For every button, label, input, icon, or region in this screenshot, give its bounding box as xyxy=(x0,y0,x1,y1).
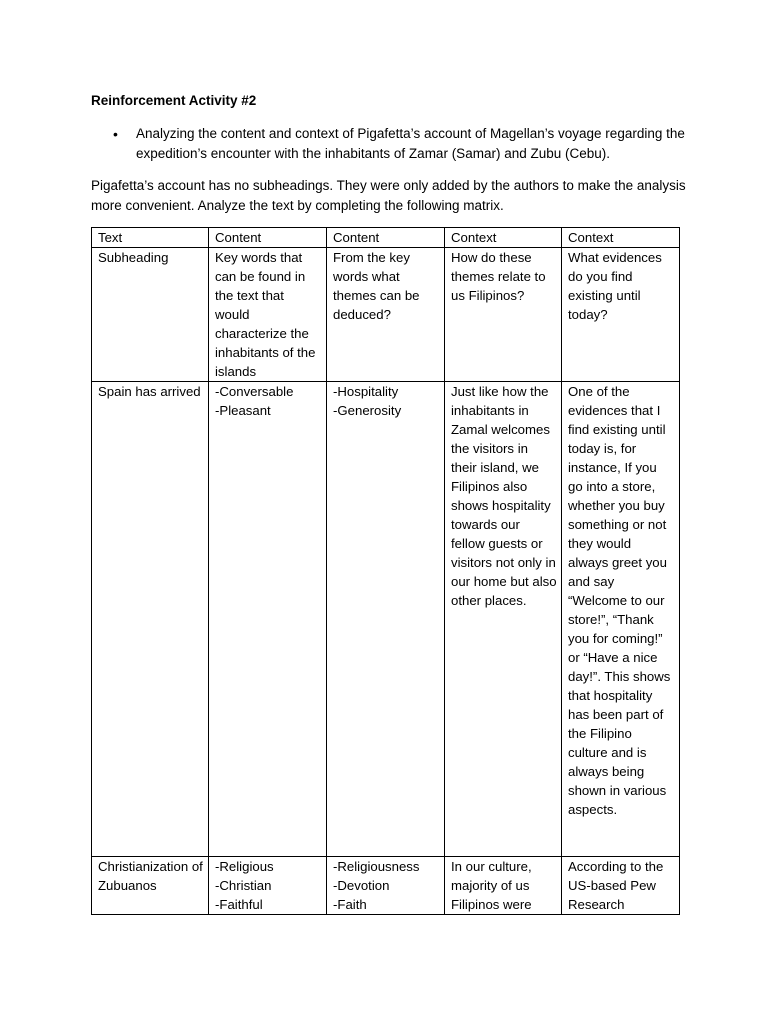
analysis-matrix xyxy=(91,227,680,915)
intro-paragraph: Pigafetta’s account has no subheadings. They were only added by the authors to make the analysis more convenient. Analyze the text by completing the following matrix. xyxy=(91,178,686,213)
table-cell: Spain has arrived xyxy=(92,382,209,857)
table-cell: Just like how the inhabitants in Zamal welcomes the visitors in their island, we Filipinos also shows hospitality towards our fellow guests or visitors not only in our home but also other places. xyxy=(445,382,562,857)
table-cell: -Conversable -Pleasant xyxy=(209,382,327,857)
table-cell: What evidences do you find existing until today? xyxy=(562,248,680,382)
table-row xyxy=(92,382,680,857)
table-cell: Key words that can be found in the text that would characterize the inhabitants of the islands xyxy=(209,248,327,382)
bullet-icon: • xyxy=(113,126,118,142)
table-header-row xyxy=(92,228,680,248)
header-cell: Content xyxy=(327,228,445,248)
table-cell: From the key words what themes can be deduced? xyxy=(327,248,445,382)
table-row xyxy=(92,857,680,915)
bullet-text: Analyzing the content and context of Pigafetta’s account of Magellan’s voyage regarding the expedition’s encounter with the inhabitants of Zamar (Samar) and Zubu (Cebu). xyxy=(136,126,685,161)
table-cell: Subheading xyxy=(92,248,209,382)
header-cell: Content xyxy=(209,228,327,248)
header-cell: Context xyxy=(562,228,680,248)
table-cell: -Religiousness -Devotion -Faith xyxy=(327,857,445,915)
table-cell: How do these themes relate to us Filipinos? xyxy=(445,248,562,382)
table-cell: In our culture, majority of us Filipinos were xyxy=(445,857,562,915)
table-cell: According to the US-based Pew Research xyxy=(562,857,680,915)
table-row xyxy=(92,248,680,382)
table-cell: One of the evidences that I find existing until today is, for instance, If you go into a store, whether you buy something or not they would always greet you and say “Welcome to our store!”, “Thank you for coming!” or “Have a nice day!”. This shows that hospitality has been part of the Filipino culture and is always being shown in various aspects. xyxy=(562,382,680,857)
table-cell: Christianization of Zubuanos xyxy=(92,857,209,915)
table-cell: -Hospitality -Generosity xyxy=(327,382,445,857)
table-cell: -Religious -Christian -Faithful xyxy=(209,857,327,915)
header-cell: Context xyxy=(445,228,562,248)
header-cell: Text xyxy=(92,228,209,248)
activity-title: Reinforcement Activity #2 xyxy=(91,93,257,108)
